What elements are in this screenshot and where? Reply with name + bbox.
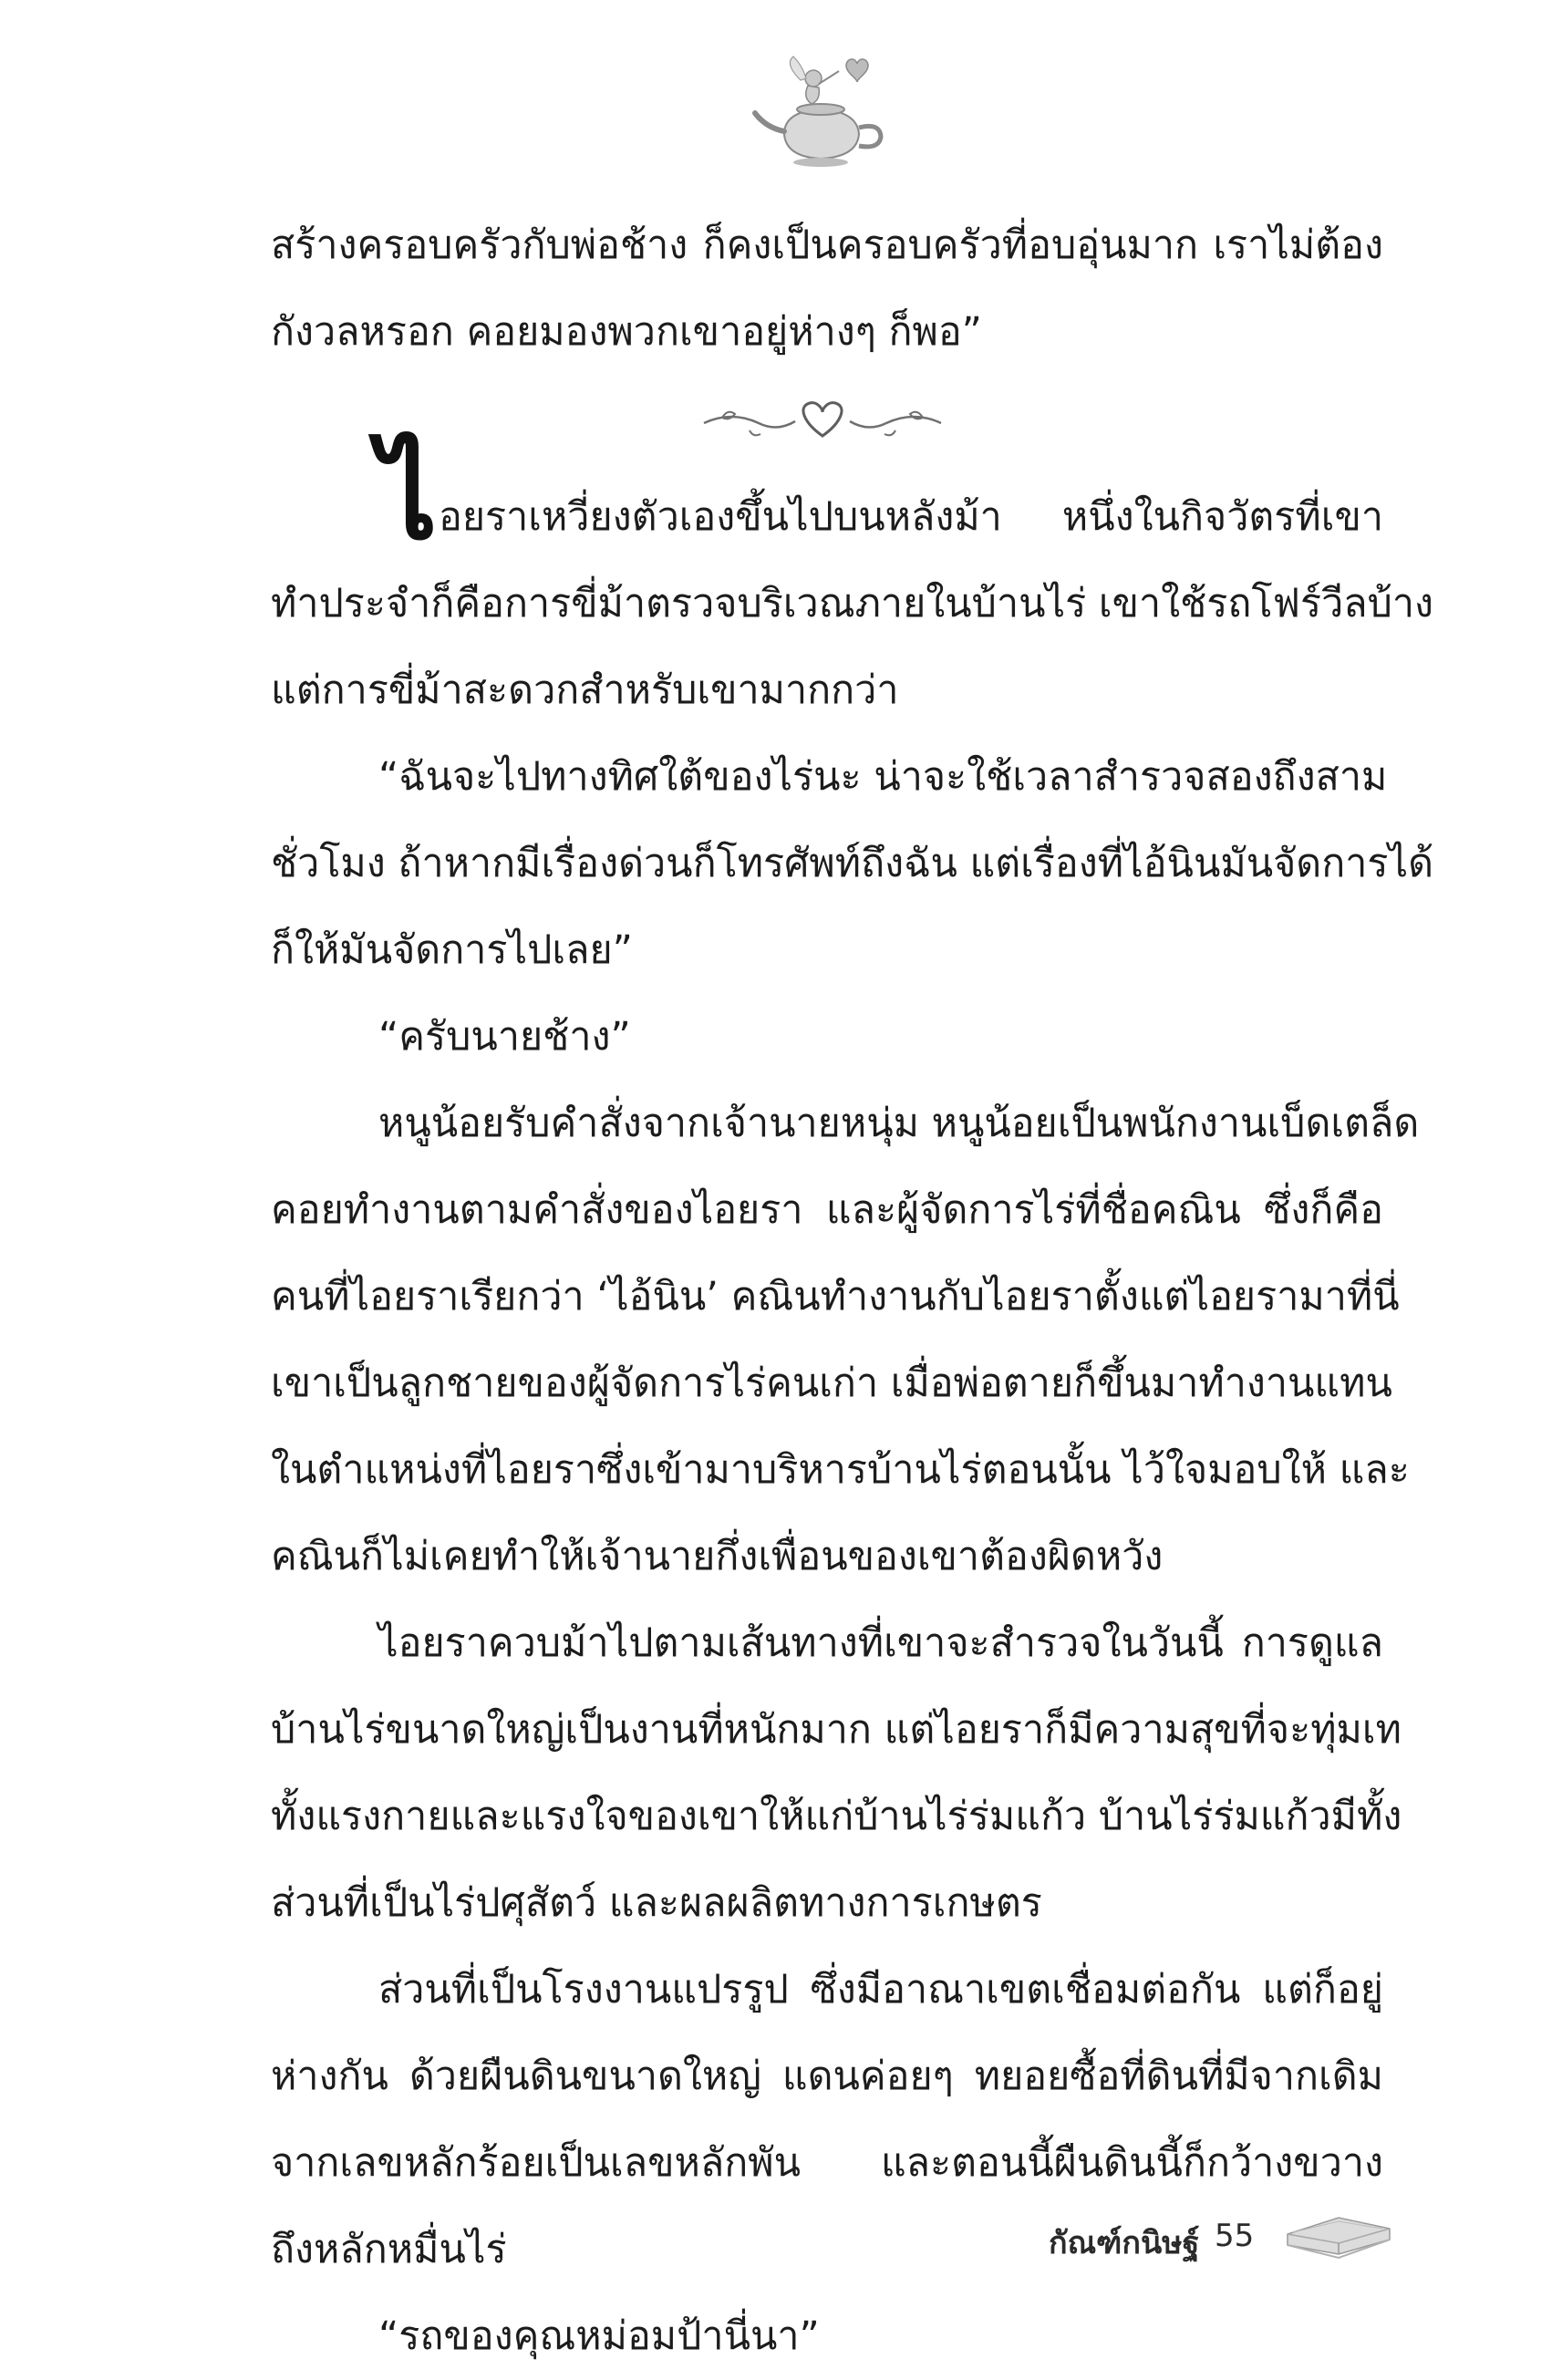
text-line: กังวลหรอก คอยมองพวกเขาอยู่ห่างๆ ก็พอ” [271, 309, 982, 355]
text-line: เขาเป็นลูกชายของผู้จัดการไร่คนเก่า เมื่อพ่อตายก็ขึ้นมาทำงานแทน [271, 1361, 1392, 1406]
continued-paragraph [271, 202, 1383, 376]
text-line: ชั่วโมง ถ้าหากมีเรื่องด่วนก็โทรศัพท์ถึงฉัน แต่เรื่องที่ไอ้นินมันจัดการได้ [271, 841, 1434, 886]
text-line: คณินก็ไม่เคยทำให้เจ้านายกึ่งเพื่อนของเขาต้องผิดหวัง [271, 1534, 1164, 1579]
text-line: “ฉันจะไปทางทิศใต้ของไร่นะ น่าจะใช้เวลาสำรวจสองถึงสาม [378, 754, 1388, 800]
text-line: ส่วนที่เป็นไร่ปศุสัตว์ และผลผลิตทางการเกษตร [271, 1880, 1042, 1926]
text-line: ในตำแหน่งที่ไอยราซึ่งเข้ามาบริหารบ้านไร่ตอนนั้น ไว้ใจมอบให้ และ [271, 1447, 1410, 1493]
text-line: “ครับนายช้าง” [378, 1014, 631, 1060]
heart-vine-divider-icon [695, 394, 950, 449]
page-footer [1049, 2218, 1505, 2282]
text-line: หนูน้อยรับคำสั่งจากเจ้านายหนุ่ม หนูน้อยเป็นพนักงานเบ็ดเตล็ด [378, 1101, 1420, 1146]
text-line: ก็ให้มันจัดการไปเลย” [271, 927, 633, 973]
text-line: บ้านไร่ขนาดใหญ่เป็นงานที่หนักมาก แต่ไอยราก็มีความสุขที่จะทุ่มเท [271, 1707, 1402, 1753]
cupid-teapot-icon [748, 47, 894, 175]
text-line: “รถของคุณหม่อมป้านี่นา” [378, 2313, 820, 2359]
text-line: แต่การขี่ม้าสะดวกสำหรับเขามากกว่า [271, 667, 899, 713]
text-line: ทำประจำก็คือการขี่ม้าตรวจบริเวณภายในบ้านไร่ เขาใช้รถโฟร์วีลบ้าง [271, 581, 1434, 626]
text-line: ห่างกัน ด้วยผืนดินขนาดใหญ่ แดนค่อยๆ ทยอยซื้อที่ดินที่มีจากเดิม [271, 2054, 1383, 2099]
first-paragraph-line [271, 429, 1383, 566]
text-line: คอยทำงานตามคำสั่งของไอยรา และผู้จัดการไร่ที่ชื่อคณิน ซึ่งก็คือ [271, 1187, 1383, 1233]
text-line: สร้างครอบครัวกับพ่อช้าง ก็คงเป็นครอบครัวที่อบอุ่นมาก เราไม่ต้อง [271, 222, 1383, 268]
text-line: ถึงหลักหมื่นไร่ [271, 2227, 507, 2272]
text-line: ส่วนที่เป็นโรงงานแปรรูป ซึ่งมีอาณาเขตเชื่อมต่อกัน แต่ก็อยู่ [378, 1967, 1383, 2013]
main-section [271, 429, 1434, 2380]
text-line: คนที่ไอยราเรียกว่า ‘ไอ้นิน’ คณินทำงานกับไอยราตั้งแต่ไอยรามาที่นี่ [271, 1274, 1400, 1319]
author-name: กัณฑ์กนิษฐ์ [1049, 2225, 1200, 2261]
drop-cap: ไ [378, 429, 438, 566]
open-book-icon [1284, 2198, 1393, 2265]
page-number: 55 [1215, 2218, 1255, 2254]
text-line: ทั้งแรงกายและแรงใจของเขาให้แก่บ้านไร่ร่มแก้ว บ้านไร่ร่มแก้วมีทั้ง [271, 1794, 1402, 1839]
text-line: จากเลขหลักร้อยเป็นเลขหลักพัน และตอนนี้ผืนดินนี้ก็กว้างขวาง [271, 2140, 1383, 2186]
text-line: อยราเหวี่ยงตัวเองขึ้นไปบนหลังม้า หนึ่งในกิจวัตรที่เขา [439, 494, 1383, 540]
text-line: ไอยราควบม้าไปตามเส้นทางที่เขาจะสำรวจในวันนี้ การดูแล [378, 1620, 1383, 1666]
